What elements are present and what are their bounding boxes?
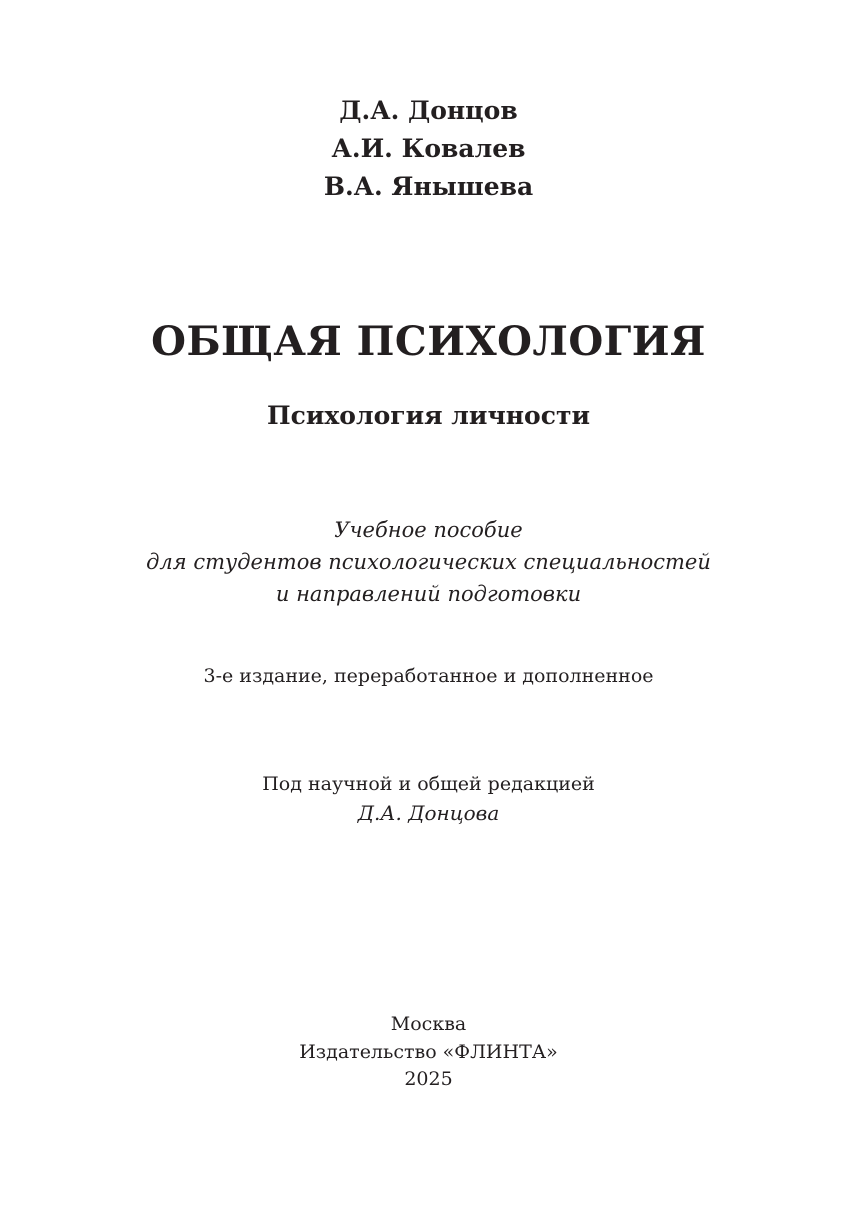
- author-2: А.И. Ковалев: [331, 134, 526, 163]
- edition-note: 3-е издание, переработанное и дополненное: [203, 665, 654, 687]
- author-1: Д.А. Донцов: [339, 96, 518, 125]
- description-line-3: и направлений подготовки: [275, 582, 582, 606]
- author-3: В.А. Янышева: [323, 172, 534, 201]
- editor-label: Под научной и общей редакцией: [262, 773, 595, 795]
- book-subtitle: Психология личности: [267, 401, 590, 430]
- imprint-city: Москва: [390, 1013, 467, 1035]
- imprint-publisher: Издательство «ФЛИНТА»: [299, 1041, 558, 1063]
- description-line-2: для студентов психологических специальностей: [146, 550, 711, 574]
- book-title: ОБЩАЯ ПСИХОЛОГИЯ: [151, 318, 706, 365]
- editor-name: Д.А. Донцова: [357, 801, 500, 825]
- imprint-year: 2025: [404, 1068, 453, 1090]
- description-line-1: Учебное пособие: [334, 518, 523, 542]
